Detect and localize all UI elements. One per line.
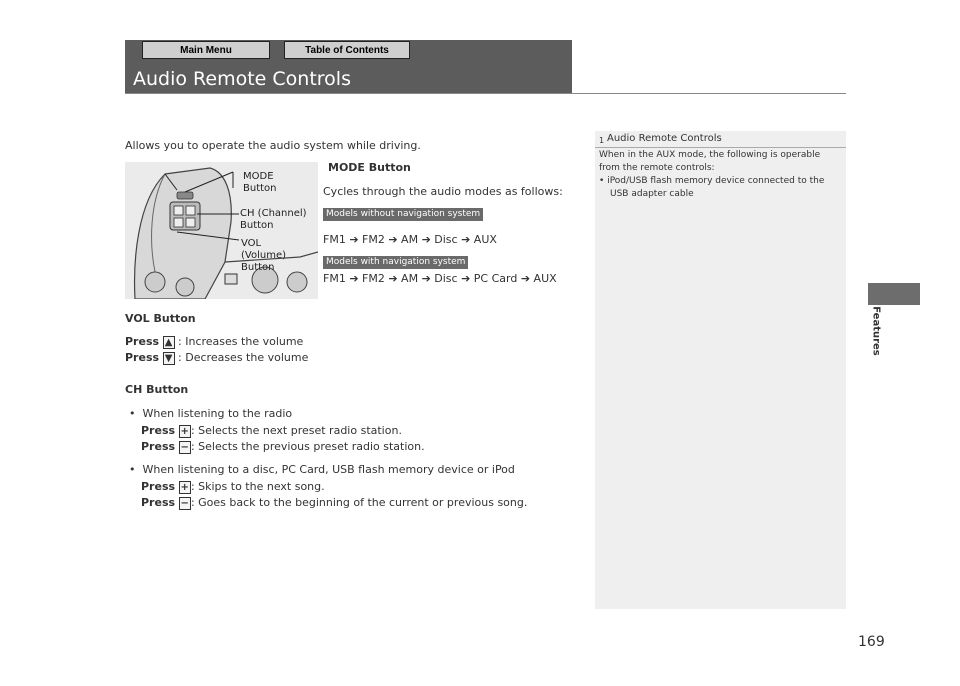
sidebar-bullet-line: • iPod/USB flash memory device connected to the (599, 176, 825, 186)
table-of-contents-button[interactable]: Table of Contents (284, 41, 410, 59)
plus-key-icon: + (180, 481, 189, 493)
mode-description: Cycles through the audio modes as follows: (323, 185, 563, 198)
tag-with-nav: Models with navigation system (323, 256, 468, 269)
sidebar-line: USB adapter cable (610, 189, 694, 199)
intro-text: Allows you to operate the audio system while driving. (125, 139, 421, 152)
vol-up-text: : Increases the volume (178, 335, 304, 348)
section-tab-label: Features (870, 306, 882, 356)
press-label: Press (125, 351, 160, 364)
minus-key-icon: − (180, 497, 189, 509)
ch-button-callout: CH (Channel) Button (240, 208, 307, 231)
vol-down-line (125, 351, 308, 365)
radio-plus-line (141, 424, 402, 438)
sidebar-title: Audio Remote Controls (607, 133, 722, 144)
mode-sequence-without-nav: FM1 ➔ FM2 ➔ AM ➔ Disc ➔ AUX (323, 233, 497, 246)
main-menu-button[interactable]: Main Menu (142, 41, 270, 59)
sidebar-header (595, 131, 846, 148)
mode-sequence-with-nav: FM1 ➔ FM2 ➔ AM ➔ Disc ➔ PC Card ➔ AUX (323, 272, 557, 285)
disc-plus-text: : Skips to the next song. (190, 480, 325, 493)
press-label: Press (141, 496, 176, 509)
radio-plus-text: : Selects the next preset radio station. (190, 424, 402, 437)
sidebar-line: from the remote controls: (599, 163, 715, 173)
mode-heading: MODE Button (328, 161, 411, 174)
disc-minus-line (141, 496, 527, 510)
volume-up-key-icon: ▲ (163, 336, 175, 349)
radio-minus-line (141, 440, 425, 454)
disc-plus-line (141, 480, 325, 494)
radio-title: When listening to the radio (142, 407, 293, 420)
bullet: • (129, 463, 136, 476)
plus-key-icon: + (180, 425, 189, 437)
page-title: Audio Remote Controls (133, 68, 351, 90)
vol-up-line (125, 335, 303, 349)
vol-heading: VOL Button (125, 312, 196, 325)
volume-down-key-icon: ▼ (163, 352, 175, 365)
page-header (125, 40, 572, 94)
vol-button-callout: VOL (Volume) Button (241, 238, 286, 273)
header-divider (125, 93, 846, 94)
sidebar-body (599, 149, 824, 201)
press-label: Press (125, 335, 160, 348)
bullet: • (599, 176, 605, 186)
disc-bullet-item (129, 463, 515, 476)
ch-heading: CH Button (125, 383, 189, 396)
vol-down-text: : Decreases the volume (178, 351, 309, 364)
section-tab-marker[interactable] (868, 283, 920, 305)
note-icon: 1 (599, 136, 605, 145)
minus-key-icon: − (180, 441, 189, 453)
sidebar-line: When in the AUX mode, the following is operable (599, 150, 821, 160)
tag-without-nav: Models without navigation system (323, 208, 483, 221)
radio-minus-text: : Selects the previous preset radio station. (190, 440, 425, 453)
radio-bullet-item (129, 407, 292, 420)
mode-button-callout: MODE Button (243, 171, 277, 194)
press-label: Press (141, 480, 176, 493)
press-label: Press (141, 440, 176, 453)
page-number: 169 (858, 634, 885, 650)
sidebar-note (595, 131, 846, 609)
press-label: Press (141, 424, 176, 437)
disc-minus-text: : Goes back to the beginning of the current or previous song. (190, 496, 528, 509)
bullet: • (129, 407, 136, 420)
disc-title: When listening to a disc, PC Card, USB flash memory device or iPod (142, 463, 515, 476)
